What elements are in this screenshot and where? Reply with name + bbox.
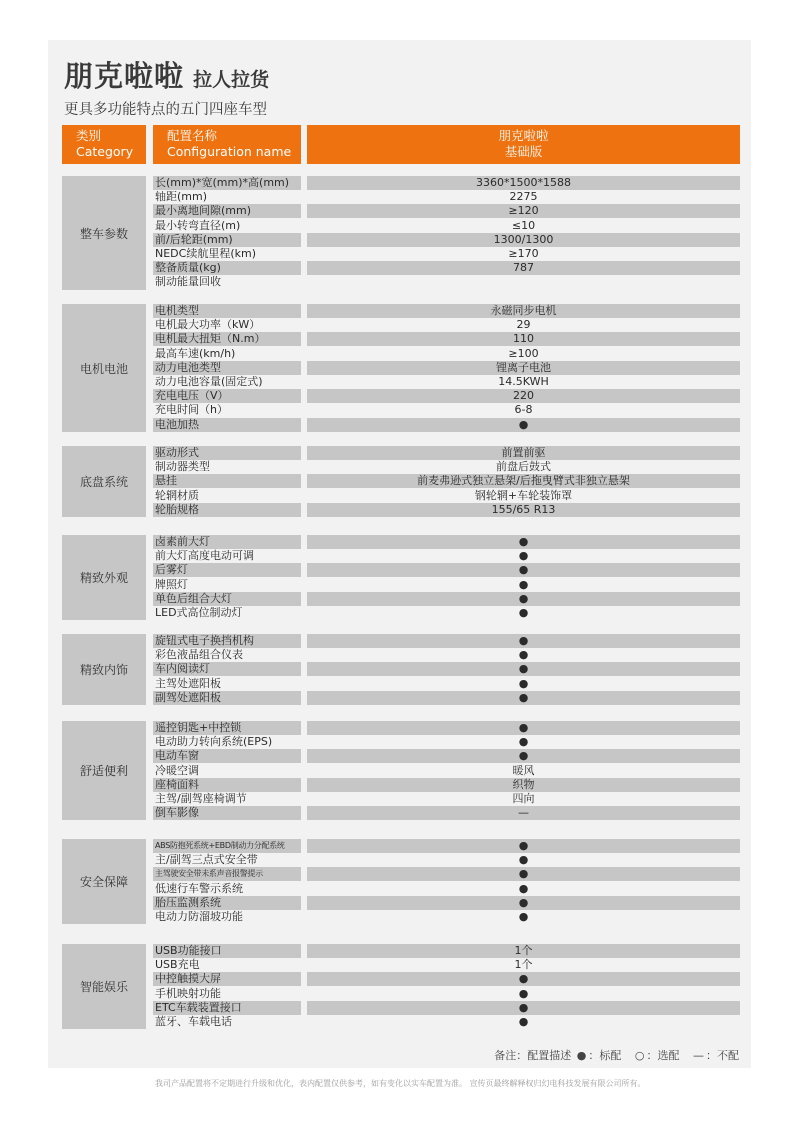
spec-value: 四向 [512, 792, 535, 805]
page-title [64, 54, 269, 95]
spec-value: ● [518, 881, 529, 895]
section-label: 整车参数 [62, 176, 146, 290]
section-label: 电机电池 [62, 304, 146, 432]
header-model-name: 朋克啦啦 [498, 128, 549, 143]
header-category-en: Category [76, 144, 134, 159]
spec-name: 前大灯高度电动可调 [155, 549, 254, 563]
spec-name: 轮胎规格 [153, 503, 301, 517]
header-model-trim: 基础版 [504, 144, 543, 159]
spec-row [153, 648, 740, 662]
spec-name: 整备质量(kg) [153, 261, 301, 275]
spec-value: ● [307, 721, 740, 735]
spec-row [153, 375, 740, 389]
spec-name: 电动助力转向系统(EPS) [155, 735, 273, 749]
spec-row [153, 764, 740, 778]
spec-row [153, 792, 740, 806]
spec-row [153, 867, 740, 881]
spec-row [153, 806, 740, 820]
spec-name: 主驾处遮阳板 [155, 676, 221, 690]
spec-name: 驱动形式 [153, 446, 301, 460]
spec-name: ETC车载装置接口 [153, 1001, 301, 1015]
spec-name: 制动能量回收 [155, 275, 221, 289]
header-config-en: Configuration name [167, 144, 292, 159]
spec-row [153, 535, 740, 549]
section-label: 安全保障 [62, 839, 146, 924]
spec-value: ● [518, 910, 529, 923]
spec-name: 彩色液晶组合仪表 [155, 648, 243, 662]
section-label: 精致内饰 [62, 634, 146, 705]
spec-row [153, 839, 740, 853]
spec-name: 冷暖空调 [155, 763, 199, 777]
title-main: 朋克啦啦 [64, 59, 185, 93]
spec-value: ● [307, 418, 740, 432]
spec-name: 轴距(mm) [155, 190, 208, 204]
spec-value: ● [307, 691, 740, 705]
disclaimer: 我司产品配置将不定期进行升级和优化，表内配置仅供参考，如有变化以实车配置为准。 宣传页最终解释权归幻电科技发展有限公司所有。 [155, 1079, 646, 1088]
spec-name: 动力电池类型 [153, 361, 301, 375]
header-config [153, 125, 301, 164]
spec-row [153, 958, 740, 972]
spec-value: ● [307, 867, 740, 881]
spec-row [153, 721, 740, 735]
spec-value: 钢轮辋+车轮装饰罩 [474, 488, 573, 502]
spec-name: 最小离地间隙(mm) [153, 204, 301, 218]
spec-name: 倒车影像 [153, 806, 301, 820]
spec-row [153, 1015, 740, 1029]
spec-value: 1个 [307, 944, 740, 958]
legend-standard-symbol: ● [576, 1049, 587, 1062]
header-config-cn: 配置名称 [167, 128, 218, 143]
spec-value: ● [518, 549, 529, 563]
spec-name: USB功能接口 [153, 944, 301, 958]
spec-name: 最高车速(km/h) [155, 346, 236, 360]
spec-value: ● [307, 662, 740, 676]
spec-name: 最小转弯直径(m) [155, 218, 241, 232]
spec-name: 充电电压（V） [153, 389, 301, 403]
spec-value: 110 [307, 332, 740, 346]
spec-row [153, 275, 740, 289]
spec-name: 车内阅读灯 [153, 662, 301, 676]
spec-name: 座椅面料 [153, 778, 301, 792]
spec-value [307, 275, 740, 289]
legend-none-symbol: — [693, 1049, 704, 1062]
spec-value: ● [307, 563, 740, 577]
spec-name: 长(mm)*宽(mm)*高(mm) [153, 176, 301, 190]
spec-row [153, 233, 740, 247]
spec-value: ● [307, 535, 740, 549]
spec-value: ● [518, 853, 529, 867]
spec-value: ● [518, 648, 529, 662]
spec-row [153, 987, 740, 1001]
spec-value: 织物 [307, 778, 740, 792]
spec-name: 主驾驶安全带未系声音报警提示 [153, 867, 301, 881]
spec-name: 后雾灯 [153, 563, 301, 577]
section-label: 舒适便利 [62, 721, 146, 820]
spec-value: ● [518, 606, 529, 619]
spec-row [153, 332, 740, 346]
spec-row [153, 662, 740, 676]
spec-row [153, 882, 740, 896]
section-label: 底盘系统 [62, 446, 146, 517]
spec-value: 锂离子电池 [307, 361, 740, 375]
spec-row [153, 634, 740, 648]
spec-row [153, 318, 740, 332]
spec-name: ABS防抱死系统+EBD制动力分配系统 [153, 839, 301, 853]
spec-value: 前麦弗逊式独立悬架/后拖曳臂式非独立悬架 [307, 474, 740, 488]
spec-name: 电池加热 [153, 418, 301, 432]
spec-value: ● [307, 972, 740, 986]
spec-value: 787 [307, 261, 740, 275]
spec-row [153, 204, 740, 218]
spec-name: 悬挂 [153, 474, 301, 488]
spec-row [153, 489, 740, 503]
spec-name: 遥控钥匙+中控锁 [153, 721, 301, 735]
spec-value: 6-8 [514, 403, 533, 417]
legend-none-label: ：不配 [706, 1049, 739, 1062]
spec-row [153, 361, 740, 375]
spec-row [153, 261, 740, 275]
spec-value: 220 [307, 389, 740, 403]
spec-value: 2275 [509, 190, 538, 204]
spec-name: 电动车窗 [153, 749, 301, 763]
page-subtitle: 更具多功能特点的五门四座车型 [64, 102, 267, 118]
spec-value: 3360*1500*1588 [307, 176, 740, 190]
spec-row [153, 606, 740, 620]
spec-value: 暖风 [512, 763, 535, 777]
spec-value: ≥100 [508, 346, 539, 360]
spec-row [153, 446, 740, 460]
spec-name: 电机最大扭矩（N.m） [153, 332, 301, 346]
spec-value: ● [307, 839, 740, 853]
spec-value: 永磁同步电机 [307, 304, 740, 318]
title-sub: 拉人拉货 [193, 69, 270, 91]
spec-row [153, 749, 740, 763]
spec-value: ● [518, 577, 529, 591]
spec-name: NEDC续航里程(km) [155, 247, 256, 260]
spec-name: 充电时间（h） [155, 403, 228, 417]
spec-row [153, 474, 740, 488]
spec-name: 旋钮式电子换挡机构 [153, 634, 301, 648]
spec-name: 电动力防溜坡功能 [155, 910, 243, 923]
spec-value: ● [307, 749, 740, 763]
spec-name: 单色后组合大灯 [153, 592, 301, 606]
spec-value: ● [307, 896, 740, 910]
spec-name: 牌照灯 [155, 577, 188, 591]
spec-value: ● [518, 986, 529, 1000]
header-category-cn: 类别 [76, 128, 102, 143]
spec-row [153, 389, 740, 403]
spec-name: 轮辋材质 [155, 488, 199, 502]
spec-row [153, 460, 740, 474]
legend-prefix: 备注：配置描述 [494, 1049, 572, 1062]
spec-row [153, 972, 740, 986]
spec-row [153, 403, 740, 417]
spec-name: 胎压监测系统 [153, 896, 301, 910]
spec-name: 副驾处遮阳板 [153, 691, 301, 705]
spec-value: 155/65 R13 [307, 503, 740, 517]
spec-row [153, 503, 740, 517]
spec-name: 前/后轮距(mm) [153, 233, 301, 247]
spec-value: — [307, 806, 740, 820]
spec-value: ● [307, 634, 740, 648]
spec-value: ● [307, 1001, 740, 1015]
spec-name: 主/副驾三点式安全带 [155, 853, 258, 867]
section-label: 精致外观 [62, 535, 146, 620]
header-model [307, 125, 740, 164]
spec-value: ● [518, 735, 529, 749]
spec-row [153, 418, 740, 432]
spec-value: 前置前驱 [307, 446, 740, 460]
spec-row [153, 563, 740, 577]
spec-row [153, 691, 740, 705]
spec-row [153, 592, 740, 606]
spec-row [153, 910, 740, 924]
spec-row [153, 347, 740, 361]
spec-value: 1300/1300 [307, 233, 740, 247]
spec-row [153, 735, 740, 749]
spec-name: 低速行车警示系统 [155, 881, 243, 895]
spec-row [153, 677, 740, 691]
spec-name: 制动器类型 [155, 460, 210, 474]
spec-value: ● [518, 1015, 529, 1028]
spec-row [153, 778, 740, 792]
legend-optional-label: ：选配 [646, 1049, 680, 1062]
spec-row [153, 549, 740, 563]
spec-value: ● [307, 592, 740, 606]
spec-value: 14.5KWH [498, 375, 549, 388]
spec-name: 手机映射功能 [155, 986, 221, 1000]
spec-name: USB充电 [155, 958, 200, 972]
section-label: 智能娱乐 [62, 944, 146, 1029]
spec-value: ≥120 [307, 204, 740, 218]
spec-name: 电机类型 [153, 304, 301, 318]
spec-row [153, 896, 740, 910]
spec-row [153, 190, 740, 204]
spec-row [153, 304, 740, 318]
spec-name: 电机最大功率（kW） [155, 318, 261, 332]
spec-value: 1个 [514, 958, 533, 972]
spec-row [153, 853, 740, 867]
spec-row [153, 1001, 740, 1015]
legend-optional-symbol: ○ [634, 1049, 645, 1062]
legend-standard-label: ：标配 [588, 1049, 622, 1062]
spec-value: ≤10 [511, 218, 536, 232]
spec-name: 蓝牙、车载电话 [155, 1015, 232, 1028]
spec-name: LED式高位制动灯 [155, 606, 243, 619]
spec-row [153, 219, 740, 233]
spec-row [153, 176, 740, 190]
spec-name: 主驾/副驾座椅调节 [155, 792, 247, 805]
spec-name: 卤素前大灯 [153, 535, 301, 549]
header-category [62, 125, 146, 164]
spec-name: 动力电池容量(固定式) [155, 375, 263, 388]
spec-row [153, 944, 740, 958]
spec-value: 29 [516, 318, 531, 332]
spec-value: ≥170 [508, 247, 539, 260]
spec-sheet [48, 40, 751, 1068]
spec-row [153, 247, 740, 261]
legend [494, 1047, 739, 1063]
spec-value: 前盘后鼓式 [496, 460, 551, 474]
spec-value: ● [518, 676, 529, 690]
spec-row [153, 578, 740, 592]
spec-name: 中控触摸大屏 [153, 972, 301, 986]
